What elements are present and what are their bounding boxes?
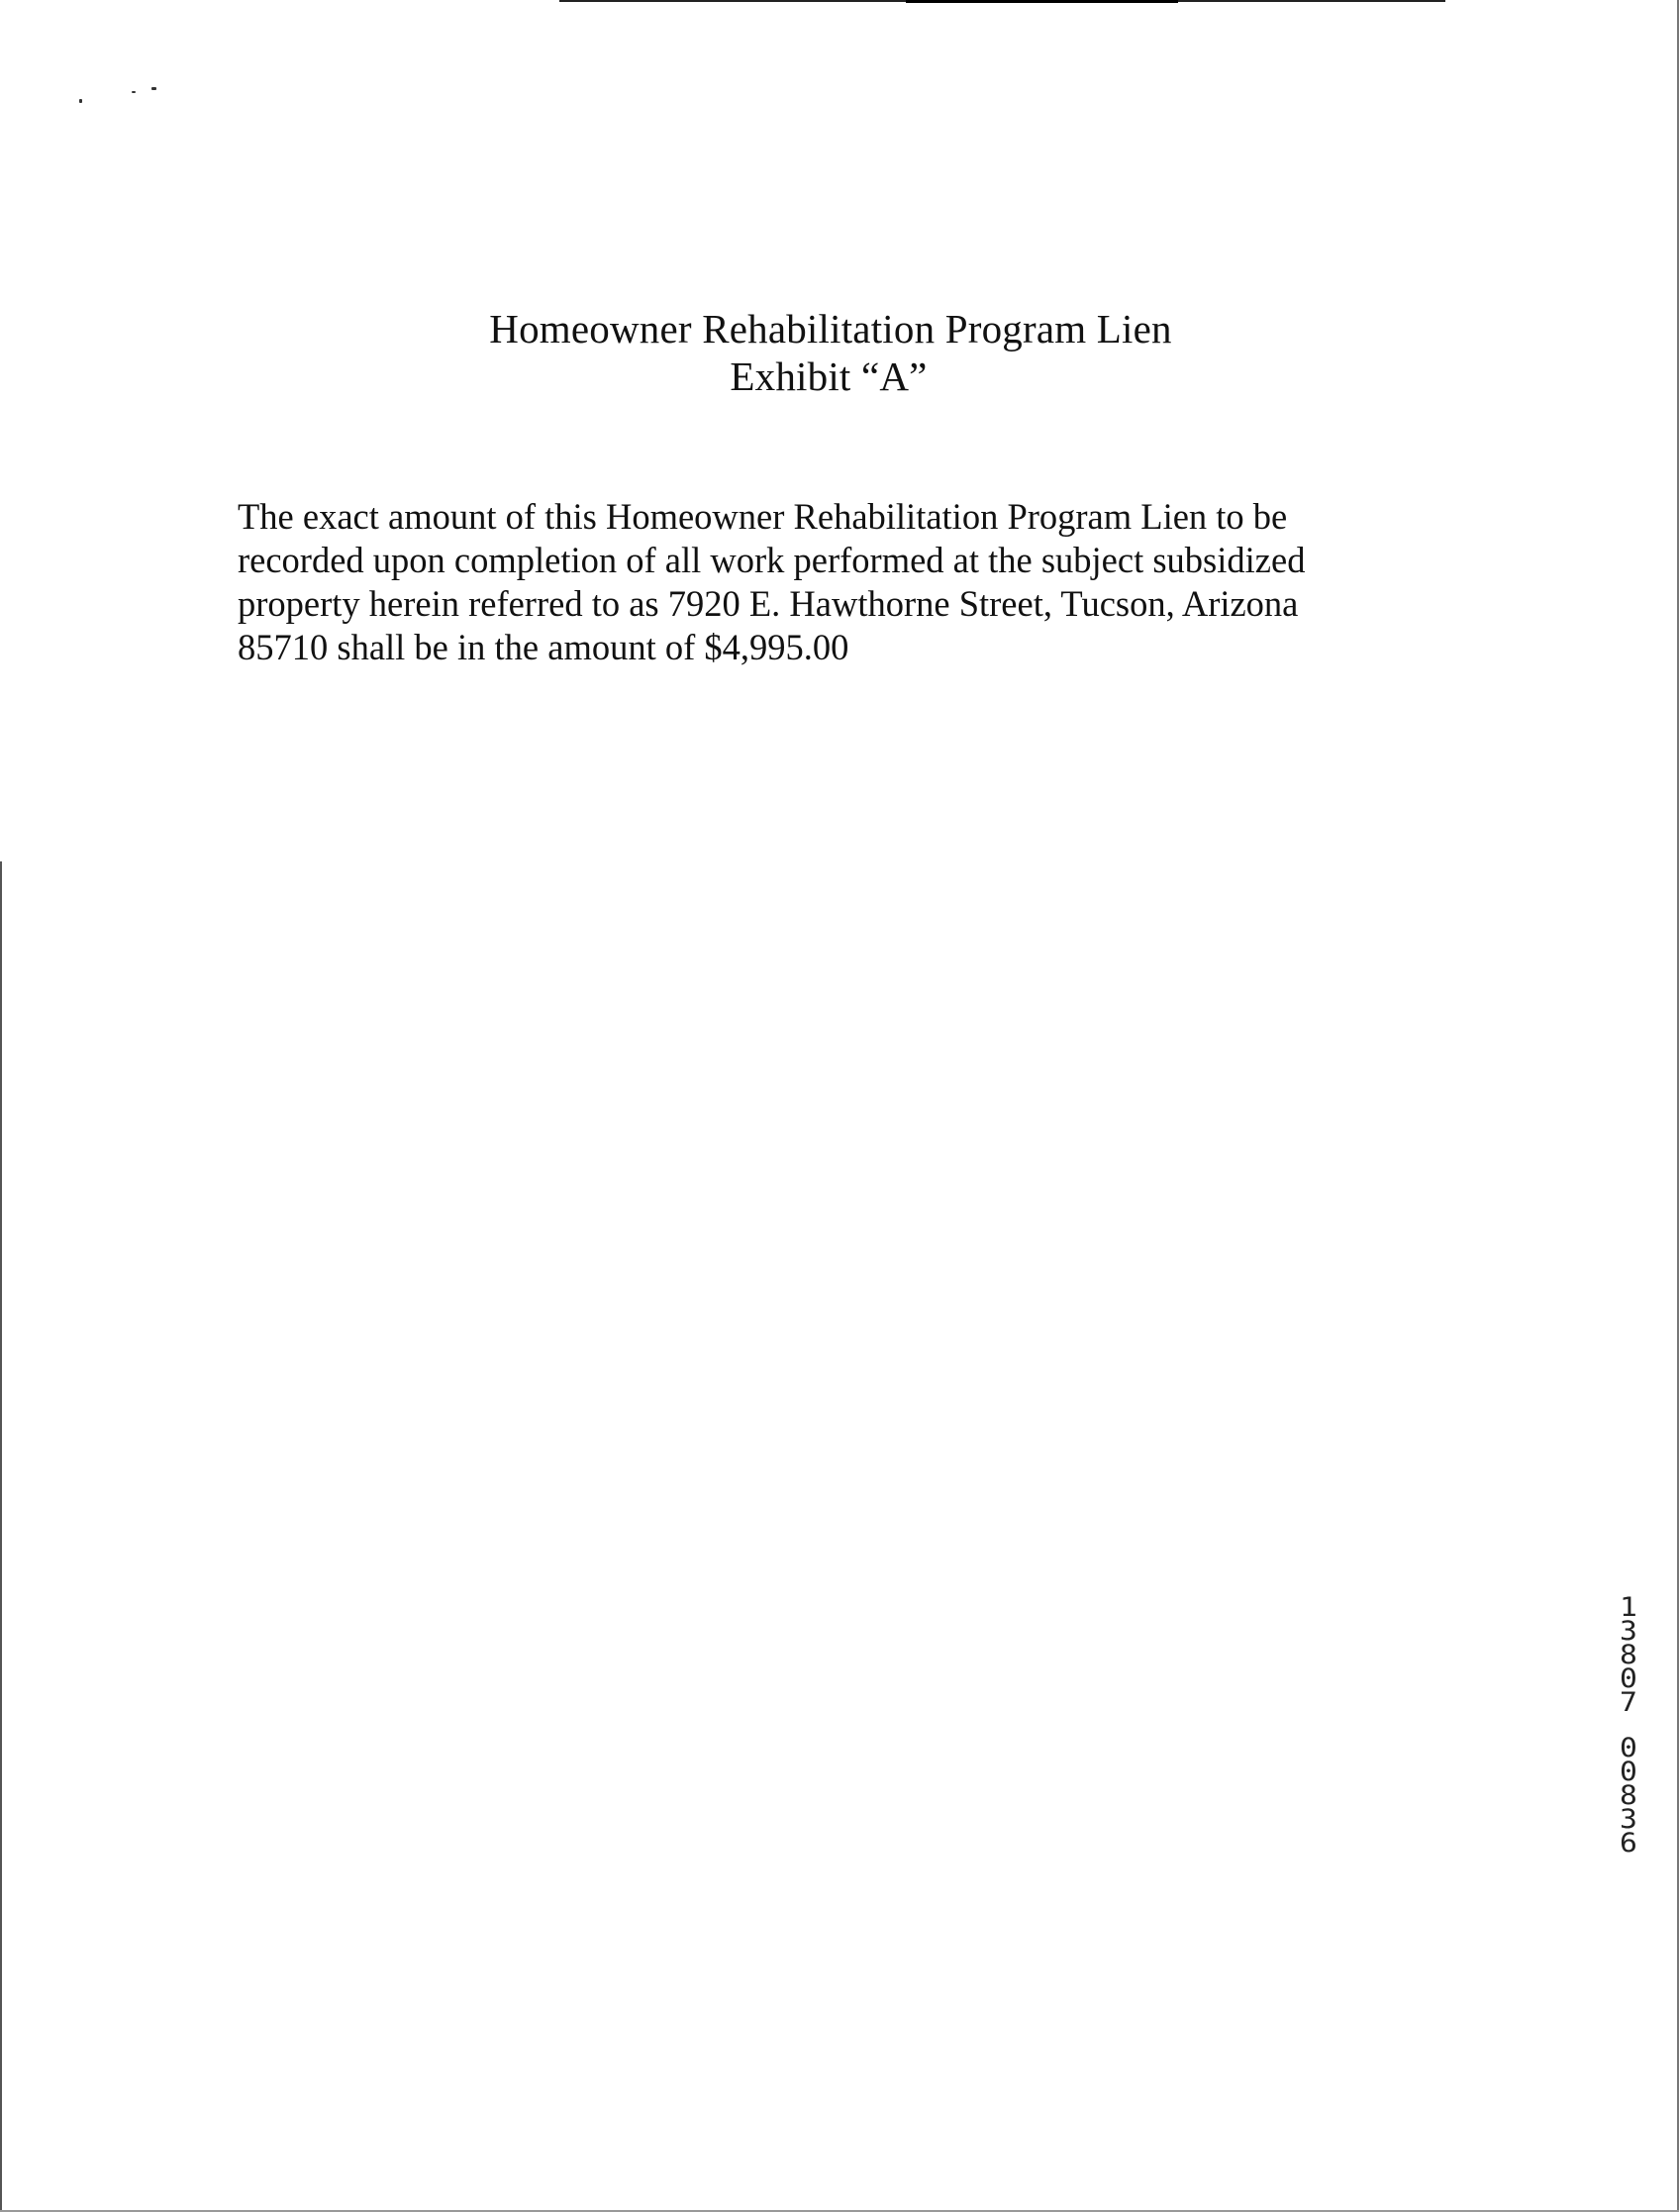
recording-digit: 3 [1620,1804,1637,1835]
recording-digit: 0 [1620,1663,1637,1694]
scan-edge-top-dark [906,0,1178,3]
recording-digit: 7 [1620,1687,1637,1718]
scan-speck [151,87,156,90]
scan-speck [79,99,82,103]
recording-digit: 1 [1620,1592,1637,1623]
recording-digit: 8 [1620,1780,1637,1811]
body-line: The exact amount of this Homeowner Rehabilitation Program Lien to be [238,496,1288,537]
recording-digit: 3 [1620,1616,1637,1647]
scan-edge-left [0,861,2,2212]
recording-digit: 8 [1620,1640,1637,1670]
recording-number-stamp [1613,1592,1645,1859]
body-line: recorded upon completion of all work performed at the subject subsidized [238,540,1306,580]
recording-digit: 0 [1620,1733,1637,1763]
exhibit-label: Exhibit “A” [730,353,928,399]
recording-digit: 0 [1620,1757,1637,1787]
document-heading [0,305,1679,400]
document-title: Homeowner Rehabilitation Program Lien [489,306,1172,352]
recording-digit: 6 [1620,1828,1637,1859]
body-line: property herein referred to as 7920 E. Hawthorne Street, Tucson, Arizona [238,583,1299,624]
body-paragraph [238,495,1406,669]
body-line: 85710 shall be in the amount of $4,995.00 [238,627,849,667]
scan-speck [132,91,136,93]
